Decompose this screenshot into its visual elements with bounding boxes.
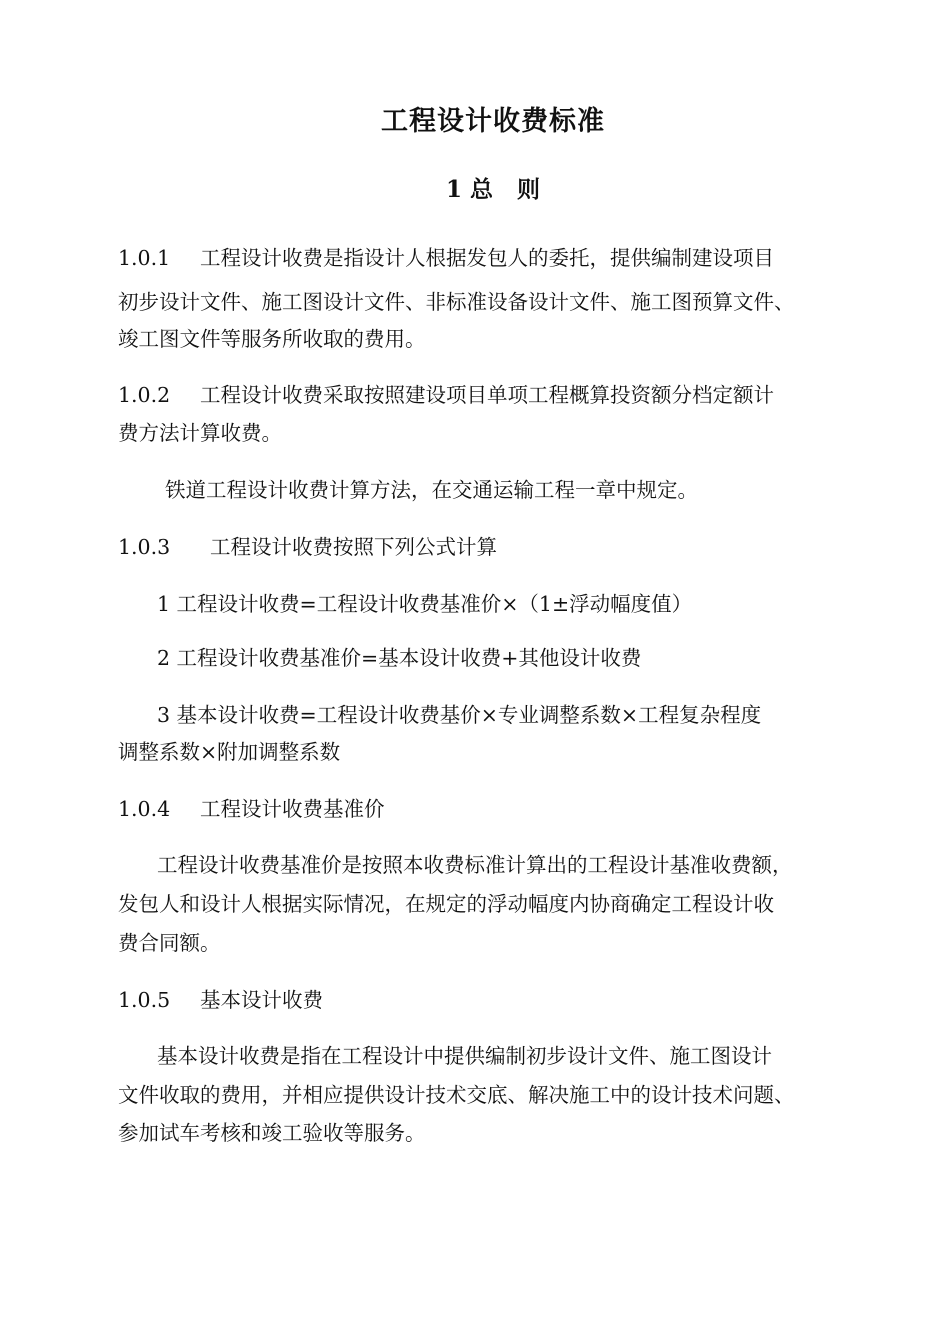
clause-1-0-4-body-line-1: 工程设计收费基准价是按照本收费标准计算出的工程设计基准收费额， — [157, 853, 793, 877]
clause-text: 工程设计收费采取按照建设项目单项工程概算投资额分档定额计 — [200, 383, 774, 407]
clause-1-0-5-body-line-1: 基本设计收费是指在工程设计中提供编制初步设计文件、施工图设计 — [157, 1044, 772, 1068]
clause-1-0-5-body-line-2: 文件收取的费用，并相应提供设计技术交底、解决施工中的设计技术问题、 — [118, 1083, 795, 1107]
clause-number: 1.0.5 — [118, 988, 171, 1012]
formula-3-line-1: 3 基本设计收费=工程设计收费基价×专业调整系数×工程复杂程度 — [157, 703, 762, 727]
formula-2: 2 工程设计收费基准价=基本设计收费+其他设计收费 — [157, 646, 642, 670]
document-title: 工程设计收费标准 — [381, 106, 605, 137]
clause-number: 1.0.3 — [118, 535, 171, 559]
clause-1-0-2-line-1 — [118, 377, 774, 413]
clause-text: 工程设计收费是指设计人根据发包人的委托，提供编制建设项目 — [200, 246, 774, 270]
clause-1-0-5-heading — [118, 982, 323, 1018]
clause-1-0-1-line-3: 竣工图文件等服务所收取的费用。 — [118, 327, 426, 351]
chapter-title: 1 总 则 — [445, 176, 541, 203]
clause-text: 工程设计收费基准价 — [200, 797, 385, 821]
clause-number: 1.0.2 — [118, 383, 171, 407]
clause-text: 基本设计收费 — [200, 988, 323, 1012]
clause-1-0-1-line-2: 初步设计文件、施工图设计文件、非标准设备设计文件、施工图预算文件、 — [118, 290, 795, 314]
clause-text: 工程设计收费按照下列公式计算 — [210, 535, 497, 559]
clause-number: 1.0.1 — [118, 246, 171, 270]
formula-1: 1 工程设计收费=工程设计收费基准价×（1±浮动幅度值） — [157, 592, 693, 616]
clause-1-0-3-heading — [118, 529, 497, 565]
clause-number: 1.0.4 — [118, 797, 171, 821]
clause-1-0-2-line-2: 费方法计算收费。 — [118, 421, 282, 445]
clause-1-0-4-body-line-2: 发包人和设计人根据实际情况，在规定的浮动幅度内协商确定工程设计收 — [118, 892, 774, 916]
clause-1-0-4-heading — [118, 791, 385, 827]
clause-1-0-5-body-line-3: 参加试车考核和竣工验收等服务。 — [118, 1121, 426, 1145]
formula-3-line-2: 调整系数×附加调整系数 — [118, 740, 341, 764]
clause-1-0-1-line-1 — [118, 240, 774, 276]
clause-1-0-4-body-line-3: 费合同额。 — [118, 931, 221, 955]
clause-1-0-2-note: 铁道工程设计收费计算方法，在交通运输工程一章中规定。 — [165, 478, 698, 502]
